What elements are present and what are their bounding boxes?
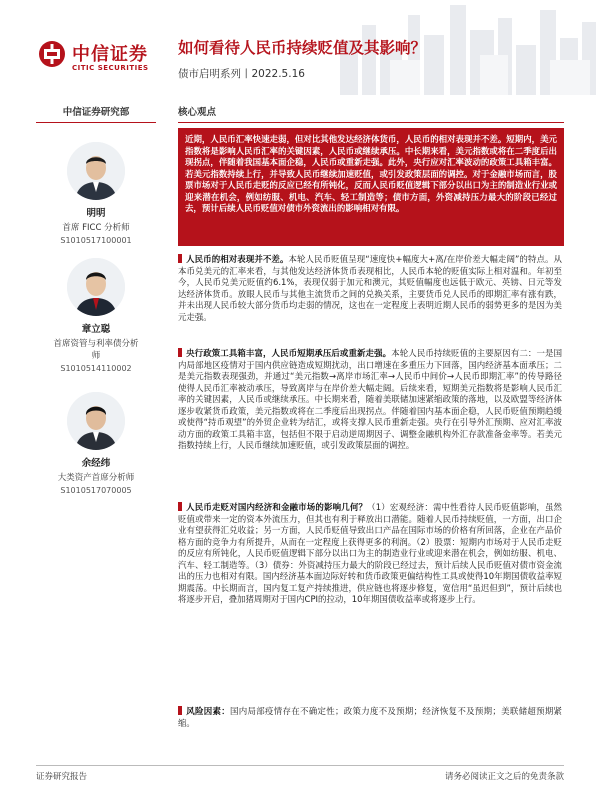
analyst-license-id: S1010517100001 [60, 236, 132, 245]
paragraph-lead: 人民币的相对表现并不差。 [186, 254, 289, 264]
paragraph-body: 国内局部疫情存在不确定性；政策力度不及预期；经济恢复不及预期；美联储超预期紧缩。 [178, 706, 562, 728]
citic-logo-icon [38, 40, 66, 68]
department-name: 中信证券研究部 [62, 107, 130, 118]
summary-box: 近期，人民币汇率快速走弱，但对比其他发达经济体货币，人民币的相对表现并不差。短期内，美元指数将是影响人民币汇率的关键因素，人民币或继续承压。中长期来看，美元指数或将在二季度后出现拐点，伴随着我国基本面企稳，人民币或重新走强。此外，央行应对汇率波动的政策工具箱丰富。若美元指数持续上行，并导致人民币继续加速贬值，或引发政策层面的调控。对于金融市场而言，股票市场对于人民币走贬的反应已经有所钝化，反而人民币贬值逻辑下部分以出口为主的制造业行业或迎来潜在机会，例如纺服、机电、汽车、轻工制造等；债市方面，外资减持压力最大的阶段已经过去，预计后续人民币贬值对债市外资流出的影响相对有限。 [178, 128, 564, 246]
paragraph-lead: 风险因素： [186, 706, 231, 716]
body-paragraph [178, 502, 562, 606]
logo-name-cn: 中信证券 [72, 44, 148, 65]
analyst-name: 余经纬 [81, 458, 111, 469]
report-title: 如何看待人民币持续贬值及其影响？ [178, 39, 427, 57]
bullet-mark [178, 706, 182, 715]
footer-divider [36, 765, 564, 766]
logo-name-en: CITIC SECURITIES [72, 64, 149, 72]
divider [36, 122, 156, 123]
section-title: 核心观点 [178, 107, 217, 118]
analyst-license-id: S1010514110002 [60, 364, 132, 373]
body-paragraph [178, 348, 562, 452]
analyst-title: 首席资管与利率债分析师 [53, 339, 139, 361]
company-logo [38, 38, 168, 80]
analyst-title: 大类资产首席分析师 [57, 473, 135, 483]
paragraph-body: 本轮人民币持续贬值的主要原因有二：一是国内局部地区疫情对于国内供应链造成短期扰动，出口增速在多重压力下回落，国内经济基本面承压；二是美元指数表现强劲，并通过“美元指数→离岸市场汇率→人民币中间价→人民币即期汇率”的传导路径使得人民币汇率被动承压，导致离岸与在岸价差大幅走阔。后续来看，短期美元指数将是影响人民币汇率的关键因素，人民币或继续承压。中长期来看，随着美联储加速紧缩政策的落地，以及欧盟等经济体逐步收紧货币政策，美元指数或将在二季度后出现拐点。伴随着国内基本面企稳，人民币贬值预期趋缓或使得“持币观望”的外贸企业转为结汇，或将支撑人民币重新走强。央行在引导外汇预期、应对汇率波动方面的政策工具箱丰富，包括但不限于启动逆周期因子、调整金融机构外汇存款准备金率等。若美元指数持续上行，人民币继续加速贬值，或引发政策层面的调控。 [178, 348, 563, 451]
paragraph-body: 本轮人民币贬值呈现“速度快+幅度大+离/在岸价差大幅走阔”的特点。从本币兑美元的汇率来看，与其他发达经济体货币表现相比，人民币本轮的贬值实际上相对温和。年初至今，人民币兑美元贬值约6.1%，表现仅弱于加元和澳元，其贬值幅度也远低于欧元、英镑、日元等发达经济体货币。放眼人民币与其他主流货币之间的兑换关系，主要货币兑人民币的即期汇率有涨有跌，并未出现人民币较大部分货币均走弱的情况，这也在一定程度上表明近期人民币的弱势更多的是因为美元走强。 [178, 254, 562, 322]
analyst-card [36, 258, 156, 373]
analyst-card [36, 142, 156, 245]
analyst-license-id: S1010517070005 [60, 486, 132, 495]
footer-report-type: 证券研究报告 [36, 772, 88, 782]
analyst-photo [67, 392, 125, 450]
divider [178, 122, 564, 123]
report-subtitle: 债市启明系列丨2022.5.16 [178, 68, 305, 80]
analyst-name: 章立聪 [81, 324, 111, 335]
analyst-photo [67, 258, 125, 316]
footer-disclaimer-note: 请务必阅读正文之后的免责条款 [444, 772, 564, 782]
risk-factors [178, 706, 562, 729]
paragraph-lead: 央行政策工具箱丰富，人民币短期承压后或重新走强。 [186, 348, 392, 358]
bullet-mark [178, 254, 182, 263]
bullet-mark [178, 348, 182, 357]
paragraph-lead: 人民币走贬对国内经济和金融市场的影响几何？ [186, 502, 368, 512]
analyst-name: 明明 [86, 208, 106, 219]
analyst-photo [67, 142, 125, 200]
bullet-mark [178, 502, 182, 511]
paragraph-body: （1）宏观经济：需中性看待人民币贬值影响，虽然贬值或带来一定的资本外流压力，但其也有利于释放出口潜能。随着人民币持续贬值，一方面，出口企业有望获得汇兑收益；另一方面，人民币贬值导致出口产品在国际市场的价格有所回落，企业在产品价格方面的竞争力有所提升，从而在一定程度上获得更多的利润。（2）股票：短期内市场对于人民币走贬的反应有所钝化，人民币贬值逻辑下部分以出口为主的制造业行业或迎来潜在机会，例如纺服、机电、汽车、轻工制造等。（3）债券：外资减持压力最大的阶段已经过去，预计后续人民币贬值对债市资金流出的压力也相对有限。国内经济基本面边际好转和货币政策更偏结构性工具或使得10年期国债收益率短期震荡。中长期而言，国内复工复产持续推进，供应链也将逐步修复，宽信用“虽迟但到”，预计后续也将逐步开启，叠加猪周期对于国内CPI的拉动，10年期国债收益率或将逐步上行。 [178, 502, 562, 605]
body-paragraph [178, 254, 562, 323]
analyst-title: 首席 FICC 分析师 [62, 223, 130, 233]
analyst-card [36, 392, 156, 495]
